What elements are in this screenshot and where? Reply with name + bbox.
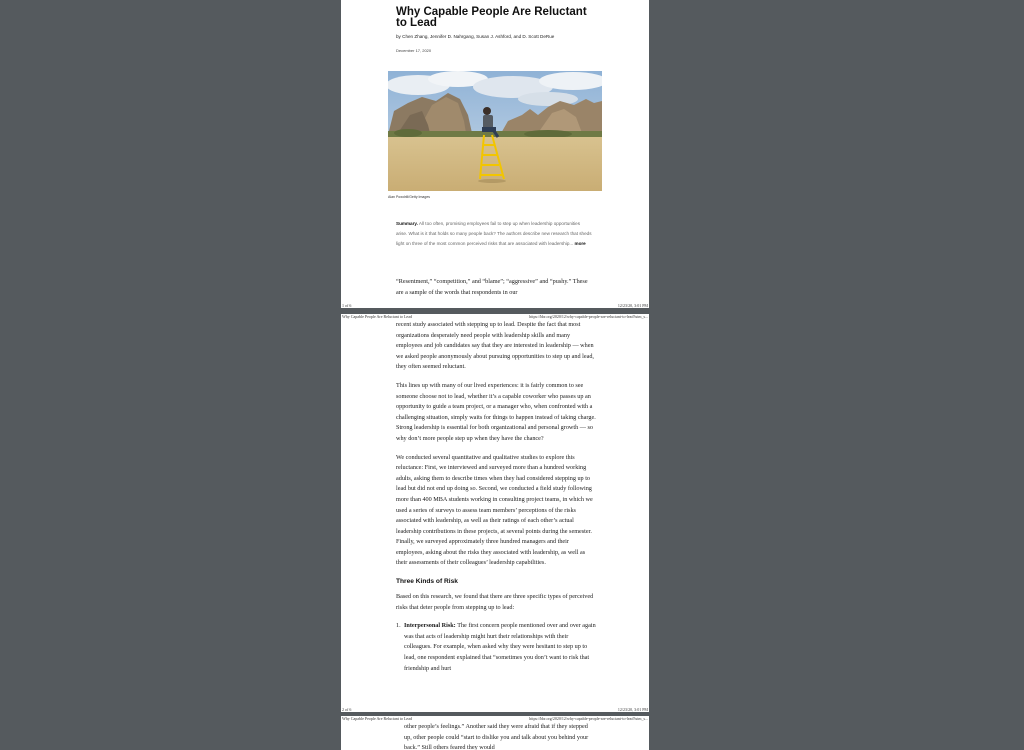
section-intro: Based on this research, we found that there are three specific types of perceived risks that deter people from stepping up to lead: (396, 593, 594, 611)
list-item (396, 621, 596, 674)
photo-credit: Alan Powdrill/Getty Images (388, 195, 431, 199)
body-paragraph: This lines up with many of our lived experiences: it is fairly common to see someone choose not to lead, whether it’s a capable coworker who passes up an opportunity to guide a team project, or a manager who, when confronted with a challenging situation, simply waits for things to happen instead of taking charge. Strong leadership is essential for both organizational and personal growth — so why don’t more people step up when they have the chance? (396, 381, 596, 442)
summary-text: All too often, promising employees fail to step up when leadership opportunities arise. What is it that holds so many people back? The authors describe new research that sheds light on three of the most common perceived risks that are associated with leadership... (396, 221, 592, 246)
list-item-number: 1. (396, 622, 401, 630)
body-paragraph: other people’s feelings.” Another said they were afraid that if they stepped up, other people could “start to dislike you and talk about you behind your back.” Still others feared they would (404, 723, 589, 750)
article-date: December 17, 2020 (396, 48, 432, 53)
body-paragraph: recent study associated with stepping up to lead. Despite the fact that most organizations desperately need people with leadership skills and many employees and job candidates say that they are interested in leadership — when we asked people anonymously about pursuing opportunities to step up and lead, they often seemed reluctant. (396, 321, 594, 371)
print-timestamp: 12/23/20, 3:01 PM (617, 707, 648, 712)
page-header-title: Why Capable People Are Reluctant to Lead (342, 716, 412, 721)
body-paragraph: We conducted several quantitative and qualitative studies to explore this reluctance: First, we interviewed and surveyed more than a hundred working adults, asking them to describe times when they had considered stepping up to lead but did not end up doing so. Second, we conducted a field study following more than 400 MBA students working in consulting project teams, in which we used a series of surveys to assess team members’ perceptions of the risks associated with leadership, as well as their ratings of each other’s actual leadership contributions in these projects, at several points during the semester. Finally, we surveyed approximately three hundred managers and their employees, asking about the risks they associated with leadership, as well as their assessments of their colleagues’ leadership capabilities. (396, 453, 593, 567)
pdf-page-3 (341, 716, 649, 750)
article-photo (388, 71, 602, 191)
page-header-url: https://hbr.org/2020/12/why-capable-people-are-reluctant-to-lead?utm_s... (529, 314, 648, 319)
list-item-term: Interpersonal Risk: (404, 622, 456, 630)
article-byline: by Chen Zhang, Jennifer D. Nahrgang, Susan J. Ashford, and D. Scott DeRue (396, 34, 555, 39)
article-body (396, 320, 596, 674)
page-number: 2 of 6 (342, 707, 352, 712)
lead-paragraph: “Resentment,” “competition,” and “blame”; “aggressive” and “pushy.” These are a sample of the words that respondents in our (396, 278, 588, 296)
page-number: 1 of 6 (342, 303, 352, 308)
page-header-title: Why Capable People Are Reluctant to Lead (342, 314, 412, 319)
print-timestamp: 12/23/20, 3:01 PM (617, 303, 648, 308)
article-title: Why Capable People Are Reluctant to Lead (396, 6, 587, 29)
risk-list (396, 621, 596, 674)
section-heading: Three Kinds of Risk (396, 578, 458, 586)
page-header-url: https://hbr.org/2020/12/why-capable-people-are-reluctant-to-lead?utm_s... (529, 716, 648, 721)
pdf-page-1 (341, 0, 649, 308)
pdf-page-2 (341, 314, 649, 712)
list-item-text: The first concern people mentioned over and over again was that acts of leadership might hurt their relationships with their colleagues. For example, when asked why they were hesitant to step up to lead, one respondent explained that “sometimes you don’t want to risk that friendship and hurt (404, 622, 596, 672)
article-summary (396, 219, 592, 256)
summary-label: Summary. (396, 221, 418, 226)
summary-more-link[interactable]: more (574, 240, 586, 246)
